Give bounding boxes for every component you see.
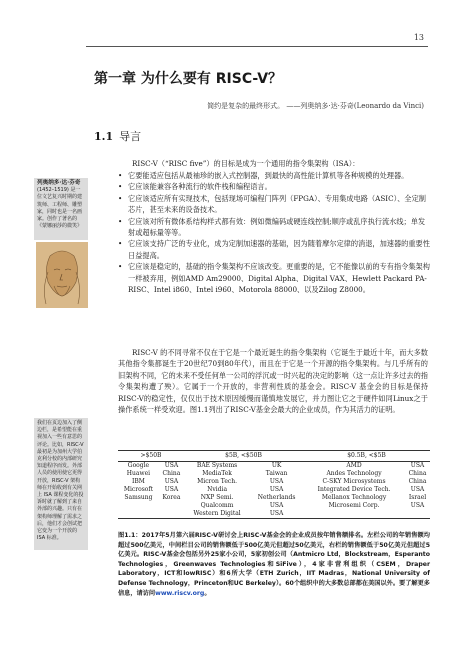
- table-cell: Nvidia: [207, 486, 228, 493]
- table-cell: Israel: [408, 494, 427, 501]
- table-row: [118, 510, 430, 519]
- table-cell: China: [408, 478, 427, 485]
- body-paragraph-2: RISC-V 的不同寻常不仅在于它是一个最近诞生的指令集架构（它诞生于最近十年，而大多数其他指令集都诞生于20世纪70到80年代），而且在于它是一个开源的指令集架构。与几乎所有的旧架构不同，它的未来不受任何单一公司的浮沉或一时兴起的决定的影响（这一点让许多过去的指令集架构遭了殃）。它属于一个开放的，非营利性质的基金会。RISC-V 基金会的目标是保持RISC-V的稳定性，仅仅出于技术原因缓慢而谨慎地发展它，并力图让它之于硬件如同Linux之于操作系统一样受欢迎。图1.1列出了RISC-V基金会最大的企业成员，作为其活力的证明。: [118, 348, 428, 415]
- list-item: • 它应该适应所有实现技术，包括现场可编程门阵列（FPGA）、专用集成电路（ASIC）、全定制芯片，甚至未来的设备技术。: [118, 193, 430, 216]
- chapter-title: 第一章 为什么要有 RISC-V？: [94, 71, 283, 87]
- table-cell: MediaTek: [202, 470, 232, 477]
- table-row: [118, 462, 430, 471]
- sidebar-note: 我们在页边加入了侧边栏，是希望能在重视加入一些有意思的评论。比如，RISC-V 最初是为加州大学伯克利分校的内部研究知道程序而发。外部人员的使用使它更得开放，RISC-V 架构师在开始收到有关网上 ISA 课程变化的投诉时就了解到了来自外部的兴趣。只有在架构师理解了需求之后，他们才会创试把它变为一个开放的 ISA 标准。: [34, 418, 88, 550]
- table-cell: C-SKY Microsystems: [322, 478, 386, 485]
- list-item: • 它应该是稳定的，基础的指令集架构不应该改变。更重要的是，它不能像以前的专有指令集架构一样被弃用，例如AMD Am29000、Digital Alpha、Digital VAX、Hewlett Packard PA-RISC、Intel i860、Intel i960、Motorola 88000、以及Zilog Z8000。: [118, 261, 430, 295]
- list-item: • 它应该能兼容各种流行的软件栈和编程语言。: [118, 181, 430, 192]
- table-cell: Mellanox Technology: [321, 494, 387, 501]
- table-cell: [303, 510, 405, 519]
- table-cell: USA: [164, 478, 179, 485]
- table-cell: Google: [127, 462, 150, 469]
- section-number: 1.1: [94, 130, 114, 143]
- table-cell: [159, 502, 184, 510]
- caption-text: 图1.1：2017年5月第六届RISC-V研讨会上RISC-V基金会的企业成员按年销售额排名。左栏公司的年销售额均超过500亿美元，中间栏目公司的销售额低于500亿美元但超过50亿美元，右栏的销售额低于50亿美元但超过5亿美元。RISC-V基金会包括另外25家小公司，5家初创公司（Antmicro Ltd，Blockstream，Esperanto Technologies，Greenwaves Technologies和SiFive），4家非营利组织（CSEM，Draper Laboratory，ICT和lowRISC）和6所大学（ETH Zurich，IIT Madras，National University of Defense Technology，Princeton和UC Berkeley）。60个组织中的大多数总部都在美国以外。要了解更多信息，请访问: [118, 532, 430, 597]
- intro-paragraph: RISC-V（“RISC five”）的目标是成为一个通用的指令集架构（ISA）：: [132, 159, 360, 168]
- table-row: [118, 486, 430, 494]
- davinci-portrait-image: [36, 242, 88, 308]
- table-cell: AMD: [346, 462, 362, 469]
- table-cell: USA: [410, 502, 425, 509]
- table-cell: USA: [410, 462, 425, 469]
- table-row: [118, 470, 430, 478]
- header-rule: [86, 46, 428, 47]
- section-title-text: 导言: [119, 130, 142, 143]
- table-cell: Integrated Device Tech.: [317, 486, 391, 493]
- table-cell: USA: [269, 486, 284, 493]
- table-cell: BAE Systems: [196, 462, 238, 469]
- table-cell: [118, 502, 159, 510]
- table-cell: Korea: [162, 494, 181, 501]
- table-row: [118, 478, 430, 486]
- table-cell: China: [162, 470, 181, 477]
- sidebar-davinci: [34, 178, 88, 240]
- section-heading: [94, 128, 141, 144]
- list-item: • 它应该支持广泛的专业化，成为定制加速器的基础，因为随着摩尔定律的消退，加速器的重要性日益提高。: [118, 238, 430, 261]
- sidebar-davinci-name: 列奥纳多·达·芬奇: [37, 180, 81, 186]
- table-header: >$50B: [118, 451, 184, 462]
- table-cell: USA: [164, 462, 179, 469]
- table-cell: [405, 510, 430, 519]
- page-number: 13: [413, 33, 424, 42]
- table-cell: Microsoft: [123, 486, 154, 493]
- table-cell: USA: [269, 502, 284, 509]
- table-cell: USA: [250, 510, 303, 519]
- epigraph: 简约是复杂的最终形式。 ——列奥纳多·达·芬奇(Leonardo da Vinci): [207, 102, 424, 110]
- table-cell: USA: [164, 486, 179, 493]
- table-cell: Samsung: [124, 494, 153, 501]
- riscv-link[interactable]: www.riscv.org: [155, 589, 205, 597]
- table-row: [118, 494, 430, 502]
- list-item: • 它应该对所有微体系结构样式都有效：例如微编码或硬连线控制;顺序或乱序执行流水线；单发射或超标量等等。: [118, 216, 430, 239]
- table-cell: Qualcomm: [200, 502, 234, 509]
- table-cell: [118, 510, 159, 519]
- table-cell: Western Digital: [184, 510, 250, 519]
- table-cell: NXP Semi.: [200, 494, 234, 501]
- figure-caption: [118, 531, 430, 598]
- sidebar-davinci-text: (1452–1519) 是一位文艺复兴时期的建筑师、工程师、雕塑家，同时也是一名画家。创作了著名的《蒙娜丽莎的微笑》: [37, 187, 83, 230]
- table-row: [118, 502, 430, 510]
- table-cell: UK: [271, 462, 282, 469]
- table-cell: Andes Technology: [326, 470, 382, 477]
- table-cell: China: [408, 470, 427, 477]
- table-cell: IBM: [131, 478, 145, 485]
- table-cell: Taiwan: [265, 470, 288, 477]
- caption-end: 。: [204, 589, 211, 597]
- list-item: • 它要能适应包括从最袖珍的嵌入式控制器，到最快的高性能计算机等各种规模的处理器。: [118, 170, 430, 181]
- table-header: $5B, <$50B: [184, 451, 303, 462]
- table-cell: Netherlands: [257, 494, 296, 501]
- table-cell: USA: [269, 478, 284, 485]
- table-cell: Micron Tech.: [197, 478, 238, 485]
- table-header: $0.5B, <$5B: [303, 451, 430, 462]
- table-cell: [159, 510, 184, 519]
- table-cell: Huawei: [126, 470, 151, 477]
- goals-list: [118, 170, 430, 295]
- members-table: [118, 450, 430, 519]
- table-cell: Microsemi Corp.: [328, 502, 380, 509]
- table-cell: USA: [410, 486, 425, 493]
